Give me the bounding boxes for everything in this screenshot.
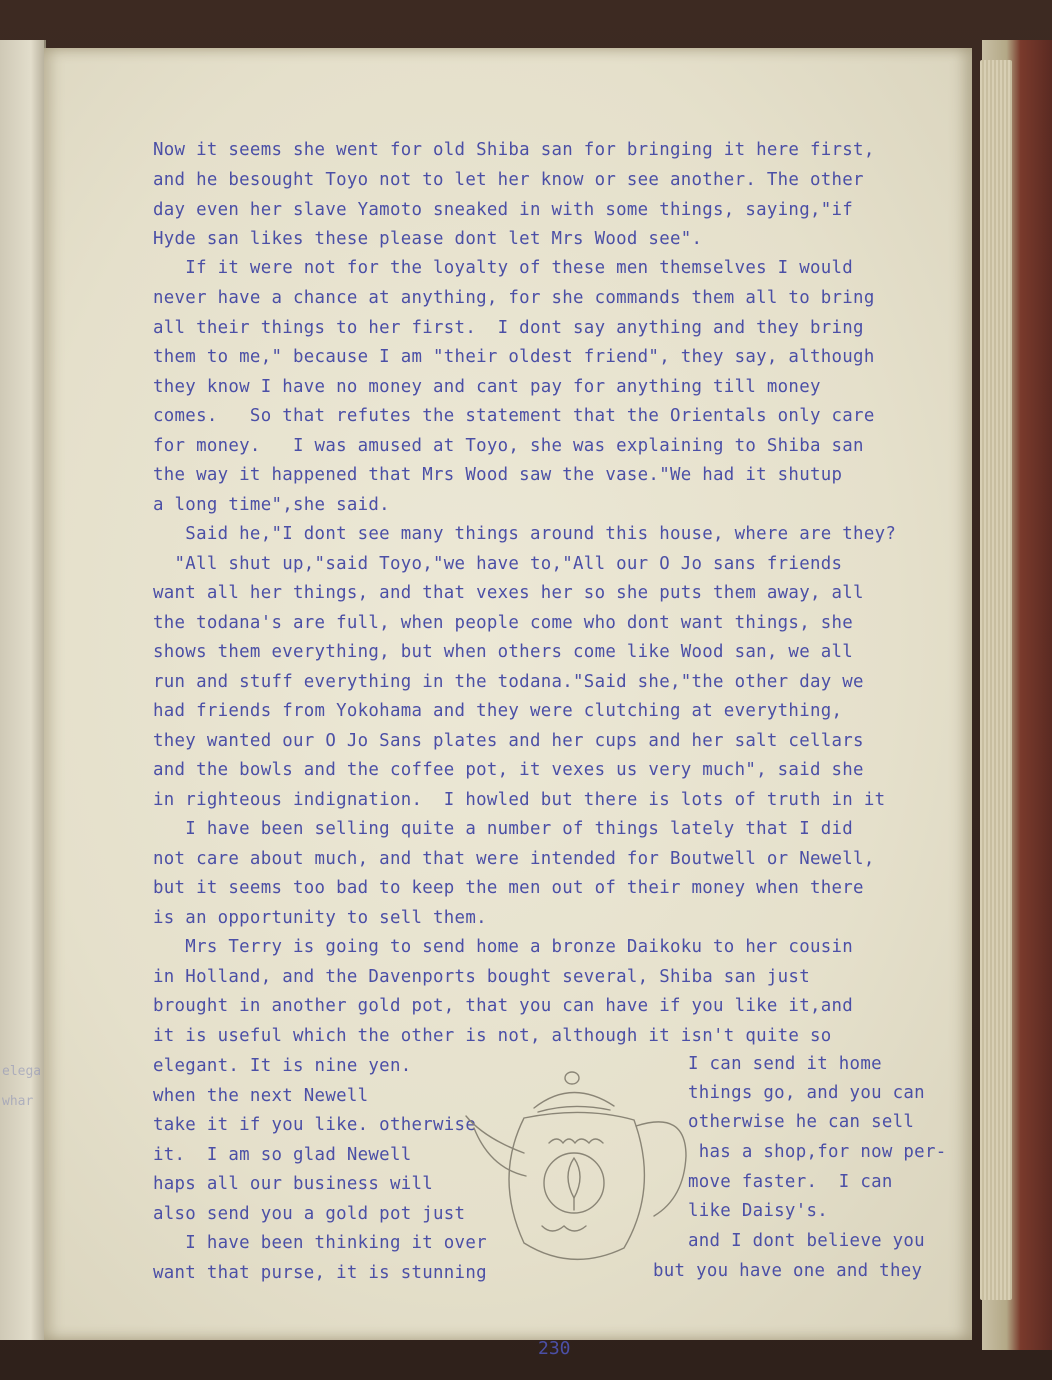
text-line-right: and I dont believe you <box>688 1231 925 1251</box>
text-line: Said he,"I dont see many things around this house, where are they? <box>153 524 897 544</box>
text-line: Hyde san likes these please dont let Mrs Wood see". <box>153 229 703 249</box>
text-line: also send you a gold pot just <box>153 1204 466 1224</box>
text-line: run and stuff everything in the todana."Said she,"the other day we <box>153 672 864 692</box>
text-line: a long time",she said. <box>153 495 390 515</box>
text-line: take it if you like. otherwise <box>153 1115 477 1135</box>
text-line: in Holland, and the Davenports bought several, Shiba san just <box>153 967 810 987</box>
text-line: but it seems too bad to keep the men out of their money when there <box>153 878 864 898</box>
text-line: when the next Newell <box>153 1086 369 1106</box>
left-page-ghost-text: whar <box>2 1094 34 1109</box>
text-line: all their things to her first. I dont say anything and they bring <box>153 318 864 338</box>
text-line: they wanted our O Jo Sans plates and her cups and her salt cellars <box>153 731 864 751</box>
text-line: had friends from Yokohama and they were clutching at everything, <box>153 701 843 721</box>
text-line: haps all our business will <box>153 1174 434 1194</box>
text-line: and he besought Toyo not to let her know or see another. The other <box>153 170 864 190</box>
text-line: Now it seems she went for old Shiba san for bringing it here first, <box>153 140 875 160</box>
text-line: comes. So that refutes the statement that the Orientals only care <box>153 406 875 426</box>
text-line: for money. I was amused at Toyo, she was explaining to Shiba san <box>153 436 864 456</box>
text-line: never have a chance at anything, for she commands them all to bring <box>153 288 875 308</box>
text-line: Mrs Terry is going to send home a bronze Daikoku to her cousin <box>153 937 854 957</box>
text-line: and the bowls and the coffee pot, it vexes us very much", said she <box>153 760 864 780</box>
text-line: it. I am so glad Newell <box>153 1145 412 1165</box>
text-line: is an opportunity to sell them. <box>153 908 487 928</box>
text-line: day even her slave Yamoto sneaked in with some things, saying,"if <box>153 200 854 220</box>
text-line: the way it happened that Mrs Wood saw the vase."We had it shutup <box>153 465 843 485</box>
text-line: it is useful which the other is not, although it isn't quite so <box>153 1026 832 1046</box>
text-line-right: I can send it home <box>688 1054 882 1074</box>
text-line: I have been selling quite a number of things lately that I did <box>153 819 854 839</box>
text-line-right: otherwise he can sell <box>688 1112 915 1132</box>
text-line: in righteous indignation. I howled but there is lots of truth in it <box>153 790 886 810</box>
text-line: If it were not for the loyalty of these men themselves I would <box>153 258 854 278</box>
text-line: they know I have no money and cant pay for anything till money <box>153 377 821 397</box>
teapot-sketch-icon <box>454 1058 704 1288</box>
left-page-ghost-text: elega <box>2 1064 42 1079</box>
text-line: the todana's are full, when people come who dont want things, she <box>153 613 854 633</box>
text-line-right: move faster. I can <box>688 1172 893 1192</box>
left-page-edge <box>0 40 46 1340</box>
text-line: "All shut up,"said Toyo,"we have to,"All our O Jo sans friends <box>153 554 843 574</box>
text-line: I have been thinking it over <box>153 1233 487 1253</box>
text-line-right: things go, and you can <box>688 1083 925 1103</box>
text-line: them to me," because I am "their oldest friend", they say, although <box>153 347 875 367</box>
page-stack-edges <box>980 60 1012 1300</box>
text-line: brought in another gold pot, that you can have if you like it,and <box>153 996 854 1016</box>
text-line-right: has a shop,for now per- <box>688 1142 947 1162</box>
text-line: elegant. It is nine yen. <box>153 1056 412 1076</box>
text-line-right: but you have one and they <box>653 1261 923 1281</box>
text-line: shows them everything, but when others come like Wood san, we all <box>153 642 854 662</box>
text-line: want that purse, it is stunning <box>153 1263 487 1283</box>
text-line: not care about much, and that were intended for Boutwell or Newell, <box>153 849 875 869</box>
text-line-right: like Daisy's. <box>688 1201 829 1221</box>
typed-page <box>44 48 972 1359</box>
text-line: want all her things, and that vexes her so she puts them away, all <box>153 583 864 603</box>
page-number: 230 <box>538 1338 571 1359</box>
